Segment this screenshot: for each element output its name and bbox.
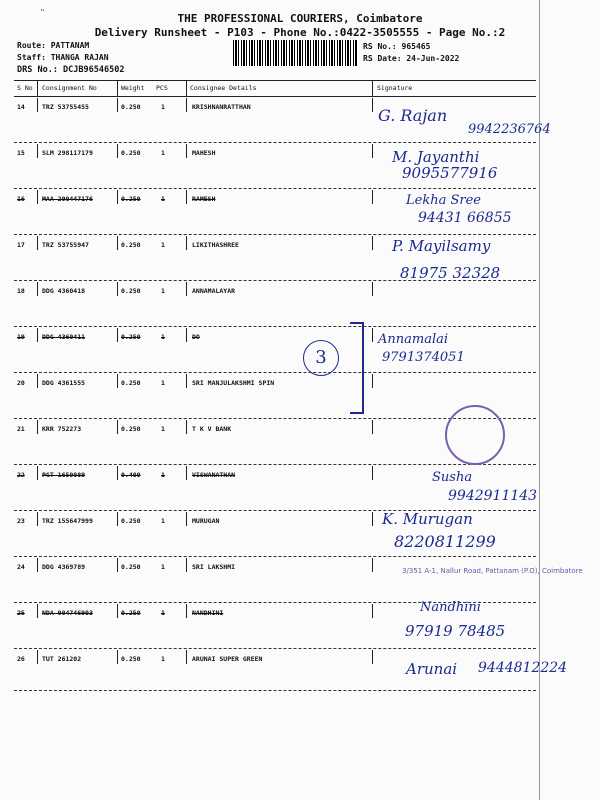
signature-phone: 9095577916 [402, 164, 498, 182]
signature-name: K. Murugan [382, 510, 473, 528]
row-consignee: NANDHINI [192, 609, 224, 617]
row-sno: 15 [17, 149, 25, 157]
col-divider [117, 466, 118, 480]
row-sno: 25 [17, 609, 25, 617]
row-weight: 0.250 [121, 563, 141, 571]
col-divider [372, 80, 373, 96]
col-header-weight: Weight [121, 84, 145, 92]
col-divider [37, 558, 38, 572]
col-header-consignment: Consignment No [42, 84, 97, 92]
row-consignee: MURUGAN [192, 517, 220, 525]
row-consignment: TRZ 53755455 [42, 103, 89, 111]
col-header-sno: S No [17, 84, 33, 92]
row-pcs: 1 [161, 379, 165, 387]
row-pcs: 1 [161, 471, 165, 479]
corner-mark: " [40, 8, 45, 17]
col-divider [37, 604, 38, 618]
row-consignee: SRI LAKSHMI [192, 563, 236, 571]
row-sno: 24 [17, 563, 25, 571]
signature-name: P. Mayilsamy [392, 237, 491, 255]
row-weight: 0.250 [121, 655, 141, 663]
table-top-border [14, 80, 536, 81]
row-consignee: KRISHNANRATTHAN [192, 103, 251, 111]
signature-phone: 9942911143 [448, 488, 538, 504]
row-consignment: MAA 290447176 [42, 195, 93, 203]
row-consignment: TRZ 155647999 [42, 517, 93, 525]
row-consignee: ANNAMALAYAR [192, 287, 236, 295]
col-divider [37, 420, 38, 434]
delivery-stamp [445, 405, 505, 465]
signature-name: Susha [432, 470, 473, 485]
row-pcs: 1 [161, 517, 165, 525]
col-divider [186, 328, 187, 342]
row-separator [14, 556, 536, 557]
row-pcs: 1 [161, 195, 165, 203]
rs-number: RS No.: 965465 [363, 42, 431, 51]
row-weight: 0.250 [121, 241, 141, 249]
col-divider [186, 144, 187, 158]
stamp-address: 3/351 A-1, Nallur Road, Pattanam (P.O), Coimbatore [402, 567, 583, 575]
row-separator [14, 234, 536, 235]
staff-label: Staff: THANGA RAJAN [17, 53, 109, 62]
col-divider [186, 650, 187, 664]
row-consignment: TRZ 53755947 [42, 241, 89, 249]
signature-phone: 94431 66855 [418, 210, 512, 226]
row-consignment: DDG 4360418 [42, 287, 86, 295]
runsheet-title: Delivery Runsheet - P103 - Phone No.:0422-3505555 - Page No.:2 [94, 26, 506, 39]
col-divider [372, 558, 373, 572]
col-divider [37, 650, 38, 664]
row-pcs: 1 [161, 609, 165, 617]
col-header-pcs: PCS [156, 84, 168, 92]
row-weight: 0.250 [121, 149, 141, 157]
col-divider [37, 144, 38, 158]
signature-phone: 9444812224 [478, 660, 568, 676]
row-weight: 0.250 [121, 517, 141, 525]
row-weight: 0.250 [121, 103, 141, 111]
row-sno: 16 [17, 195, 25, 203]
col-divider [186, 282, 187, 296]
col-divider [37, 98, 38, 112]
row-separator [14, 372, 536, 373]
signature-name: Lekha Sree [406, 193, 481, 208]
col-divider [117, 512, 118, 526]
page-margin-line [539, 0, 540, 800]
row-pcs: 1 [161, 103, 165, 111]
row-consignment: NDA 904746903 [42, 609, 93, 617]
col-divider [117, 80, 118, 96]
row-sno: 22 [17, 471, 25, 479]
row-consignment: DDG 4360411 [42, 333, 86, 341]
signature-phone: 9791374051 [382, 350, 465, 365]
row-pcs: 1 [161, 655, 165, 663]
col-divider [117, 604, 118, 618]
row-sno: 19 [17, 333, 25, 341]
col-divider [372, 466, 373, 480]
row-pcs: 1 [161, 287, 165, 295]
col-divider [37, 512, 38, 526]
row-consignee: VISWANATHAN [192, 471, 236, 479]
signature-name: Arunai [406, 660, 458, 678]
barcode [233, 40, 358, 66]
col-header-signature: Signature [377, 84, 413, 92]
signature-phone: 81975 32328 [400, 264, 501, 282]
row-consignment: PGT 1650089 [42, 471, 86, 479]
row-separator [14, 648, 536, 649]
row-pcs: 1 [161, 149, 165, 157]
col-divider [37, 466, 38, 480]
row-weight: 0.250 [121, 287, 141, 295]
row-separator [14, 690, 536, 691]
col-divider [186, 190, 187, 204]
row-weight: 0.250 [121, 195, 141, 203]
col-divider [117, 282, 118, 296]
row-sno: 26 [17, 655, 25, 663]
row-pcs: 1 [161, 563, 165, 571]
col-divider [117, 190, 118, 204]
col-divider [186, 98, 187, 112]
row-sno: 14 [17, 103, 25, 111]
col-divider [186, 374, 187, 388]
signature-name: Annamalai [378, 332, 449, 347]
row-consignee: LIKITHASHREE [192, 241, 239, 249]
col-divider [372, 650, 373, 664]
col-divider [186, 466, 187, 480]
row-consignee: T K V BANK [192, 425, 232, 433]
row-consignment: DDG 4369789 [42, 563, 86, 571]
col-divider [372, 420, 373, 434]
col-divider [372, 374, 373, 388]
col-divider [117, 420, 118, 434]
col-divider [37, 236, 38, 250]
signature-name: Nandhini [420, 600, 481, 615]
col-divider [372, 328, 373, 342]
bracket-mark [350, 322, 364, 414]
row-sno: 17 [17, 241, 25, 249]
row-pcs: 1 [161, 241, 165, 249]
col-header-consignee: Consignee Details [190, 84, 257, 92]
row-sno: 18 [17, 287, 25, 295]
row-separator [14, 142, 536, 143]
row-consignee: RAMESH [192, 195, 216, 203]
row-sno: 23 [17, 517, 25, 525]
col-divider [37, 80, 38, 96]
drs-number: DRS No.: DCJB96546502 [17, 65, 125, 75]
row-separator [14, 326, 536, 327]
col-divider [117, 236, 118, 250]
col-divider [186, 80, 187, 96]
row-weight: 0.250 [121, 609, 141, 617]
col-divider [117, 650, 118, 664]
col-divider [372, 604, 373, 618]
row-consignee: SRI MANJULAKSHMI SPIN [192, 379, 275, 387]
col-divider [186, 512, 187, 526]
col-divider [37, 328, 38, 342]
row-weight: 0.250 [121, 379, 141, 387]
row-consignee: ARUNAI SUPER GREEN [192, 655, 263, 663]
row-weight: 0.250 [121, 425, 141, 433]
row-weight: 0.250 [121, 333, 141, 341]
col-divider [372, 144, 373, 158]
row-consignee: MAHESH [192, 149, 216, 157]
signature-phone: 9942236764 [468, 122, 551, 137]
row-separator [14, 464, 536, 465]
row-weight: 0.400 [121, 471, 141, 479]
row-sno: 21 [17, 425, 25, 433]
col-divider [372, 282, 373, 296]
col-divider [117, 144, 118, 158]
col-divider [186, 604, 187, 618]
table-header-border [14, 96, 536, 97]
route-label: Route: PATTANAM [17, 41, 90, 50]
row-sno: 20 [17, 379, 25, 387]
col-divider [186, 558, 187, 572]
col-divider [37, 374, 38, 388]
row-consignee: DO [192, 333, 200, 341]
col-divider [37, 282, 38, 296]
row-pcs: 1 [161, 425, 165, 433]
company-name: THE PROFESSIONAL COURIERS, Coimbatore [177, 12, 423, 25]
col-divider [372, 236, 373, 250]
signature-phone: 8220811299 [394, 532, 496, 551]
col-divider [186, 420, 187, 434]
row-separator [14, 188, 536, 189]
row-consignment: SLM 298117179 [42, 149, 93, 157]
col-divider [37, 190, 38, 204]
signature-phone: 97919 78485 [405, 622, 506, 640]
signature-name: M. Jayanthi [392, 148, 480, 166]
col-divider [372, 98, 373, 112]
col-divider [117, 374, 118, 388]
col-divider [117, 328, 118, 342]
col-divider [372, 512, 373, 526]
row-consignment: TUT 261202 [42, 655, 82, 663]
col-divider [186, 236, 187, 250]
col-divider [117, 558, 118, 572]
col-divider [117, 98, 118, 112]
col-divider [372, 190, 373, 204]
circled-note: 3 [303, 340, 339, 376]
row-consignment: DDG 4361555 [42, 379, 86, 387]
row-consignment: KRR 752273 [42, 425, 82, 433]
row-pcs: 1 [161, 333, 165, 341]
signature-name: G. Rajan [378, 106, 448, 125]
rs-date: RS Date: 24-Jun-2022 [363, 54, 460, 63]
